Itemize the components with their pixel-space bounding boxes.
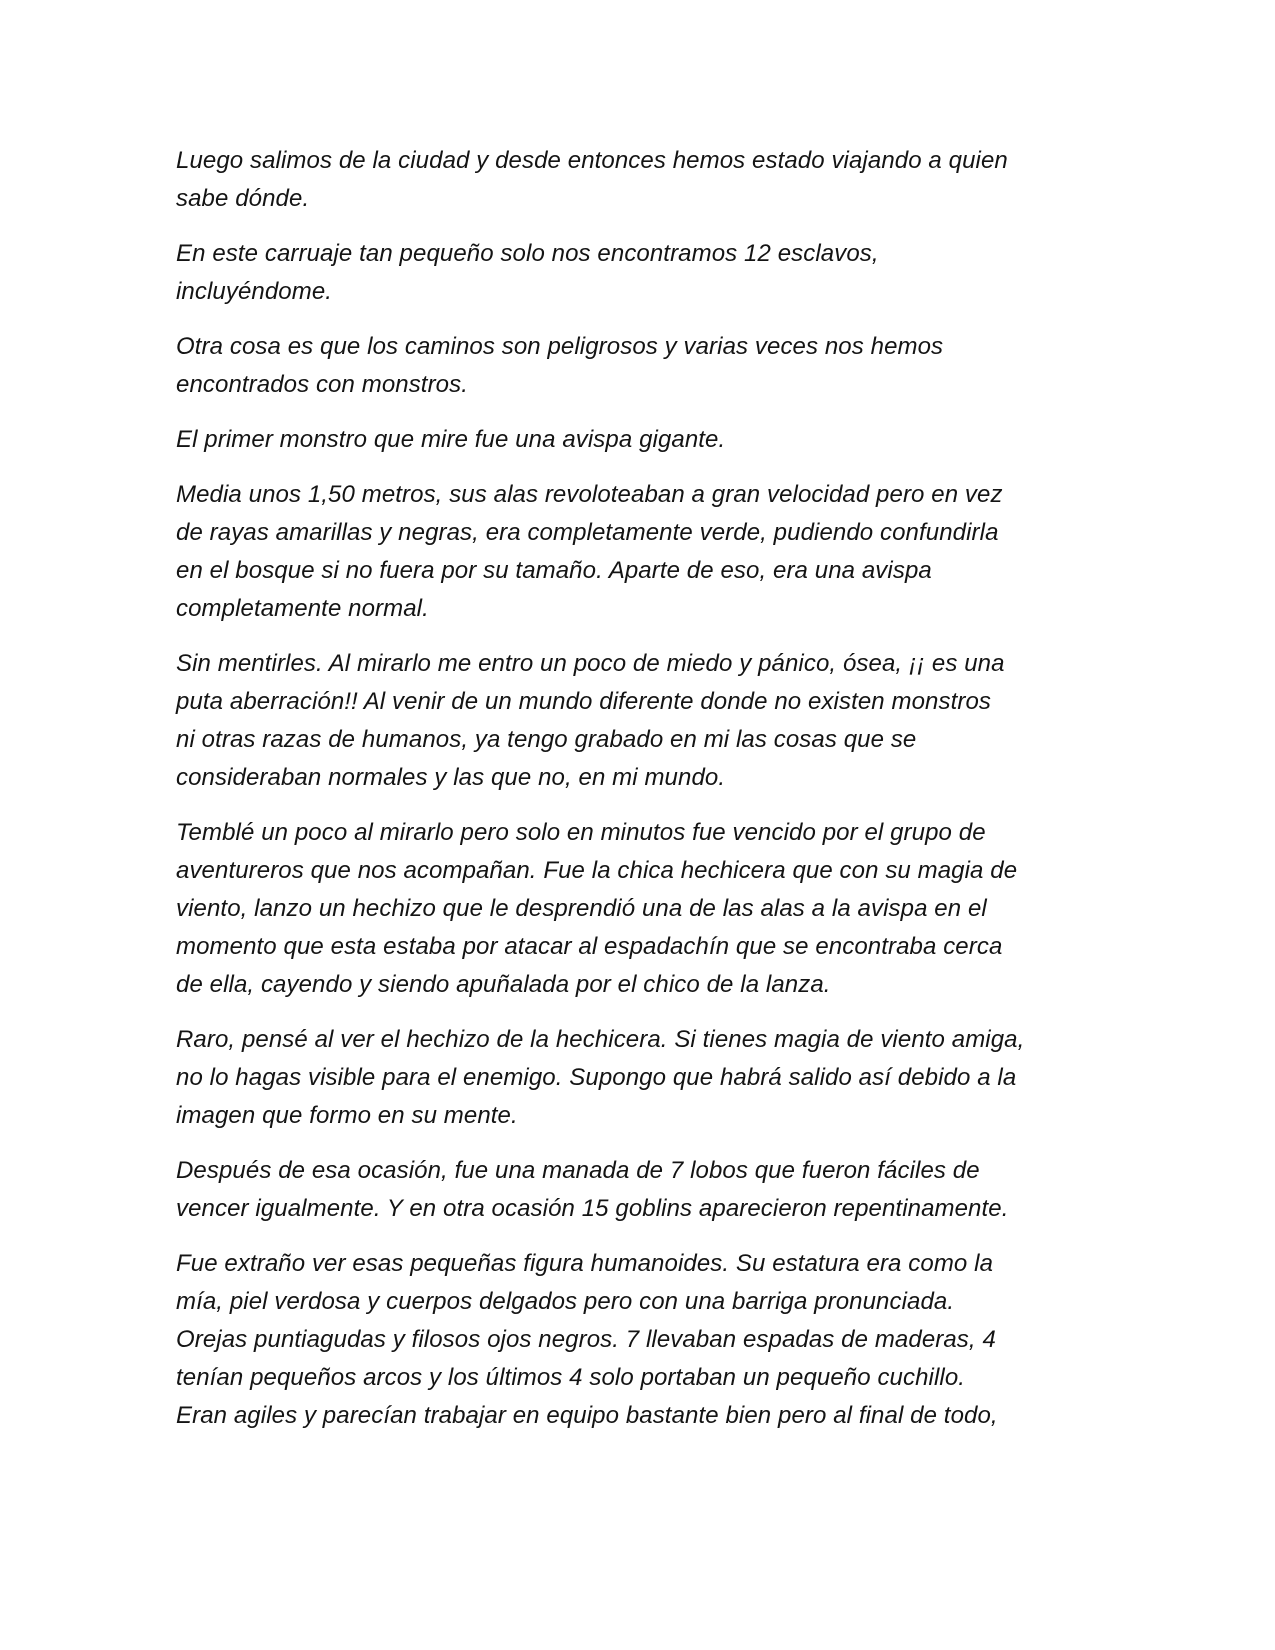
text-line: Orejas puntiagudas y filosos ojos negros. 7 llevaban espadas de maderas, 4 xyxy=(176,1326,996,1353)
paragraph xyxy=(176,328,1106,404)
text-line: de rayas amarillas y negras, era completamente verde, pudiendo confundirla xyxy=(176,519,999,546)
document-body xyxy=(176,142,1106,1452)
text-line: Media unos 1,50 metros, sus alas revoloteaban a gran velocidad pero en vez xyxy=(176,481,1003,508)
text-line: En este carruaje tan pequeño solo nos encontramos 12 esclavos, xyxy=(176,240,879,267)
text-line: Fue extraño ver esas pequeñas figura humanoides. Su estatura era como la xyxy=(176,1250,994,1277)
text-line: aventureros que nos acompañan. Fue la chica hechicera que con su magia de xyxy=(176,857,1018,884)
text-line: Luego salimos de la ciudad y desde entonces hemos estado viajando a quien xyxy=(176,147,1008,174)
paragraph xyxy=(176,476,1106,628)
text-line: Otra cosa es que los caminos son peligrosos y varias veces nos hemos xyxy=(176,333,944,360)
text-line: Después de esa ocasión, fue una manada de 7 lobos que fueron fáciles de xyxy=(176,1157,980,1184)
paragraph xyxy=(176,1021,1106,1135)
text-line: puta aberración!! Al venir de un mundo diferente donde no existen monstros xyxy=(176,688,992,715)
text-line: mía, piel verdosa y cuerpos delgados pero con una barriga pronunciada. xyxy=(176,1288,955,1315)
paragraph xyxy=(176,235,1106,311)
paragraph xyxy=(176,645,1106,797)
text-line: no lo hagas visible para el enemigo. Supongo que habrá salido así debido a la xyxy=(176,1064,1017,1091)
text-line: de ella, cayendo y siendo apuñalada por el chico de la lanza. xyxy=(176,971,831,998)
paragraph xyxy=(176,421,1106,459)
paragraph xyxy=(176,1152,1106,1228)
text-line: sabe dónde. xyxy=(176,185,310,212)
text-line: consideraban normales y las que no, en mi mundo. xyxy=(176,764,726,791)
text-line: incluyéndome. xyxy=(176,278,333,305)
text-line: encontrados con monstros. xyxy=(176,371,468,398)
text-line: El primer monstro que mire fue una avispa gigante. xyxy=(176,426,726,453)
paragraph xyxy=(176,142,1106,218)
text-line: viento, lanzo un hechizo que le desprendió una de las alas a la avispa en el xyxy=(176,895,987,922)
text-line: ni otras razas de humanos, ya tengo grabado en mi las cosas que se xyxy=(176,726,917,753)
text-line: momento que esta estaba por atacar al espadachín que se encontraba cerca xyxy=(176,933,1003,960)
paragraph xyxy=(176,1245,1106,1435)
text-line: en el bosque si no fuera por su tamaño. Aparte de eso, era una avispa xyxy=(176,557,932,584)
text-line: completamente normal. xyxy=(176,595,429,622)
text-line: tenían pequeños arcos y los últimos 4 solo portaban un pequeño cuchillo. xyxy=(176,1364,966,1391)
paragraph xyxy=(176,814,1106,1004)
text-line: Eran agiles y parecían trabajar en equipo bastante bien pero al final de todo, xyxy=(176,1402,998,1429)
text-line: vencer igualmente. Y en otra ocasión 15 goblins aparecieron repentinamente. xyxy=(176,1195,1009,1222)
text-line: Temblé un poco al mirarlo pero solo en minutos fue vencido por el grupo de xyxy=(176,819,986,846)
text-line: Sin mentirles. Al mirarlo me entro un poco de miedo y pánico, ósea, ¡¡ es una xyxy=(176,650,1005,677)
text-line: imagen que formo en su mente. xyxy=(176,1102,518,1129)
text-line: Raro, pensé al ver el hechizo de la hechicera. Si tienes magia de viento amiga, xyxy=(176,1026,1025,1053)
